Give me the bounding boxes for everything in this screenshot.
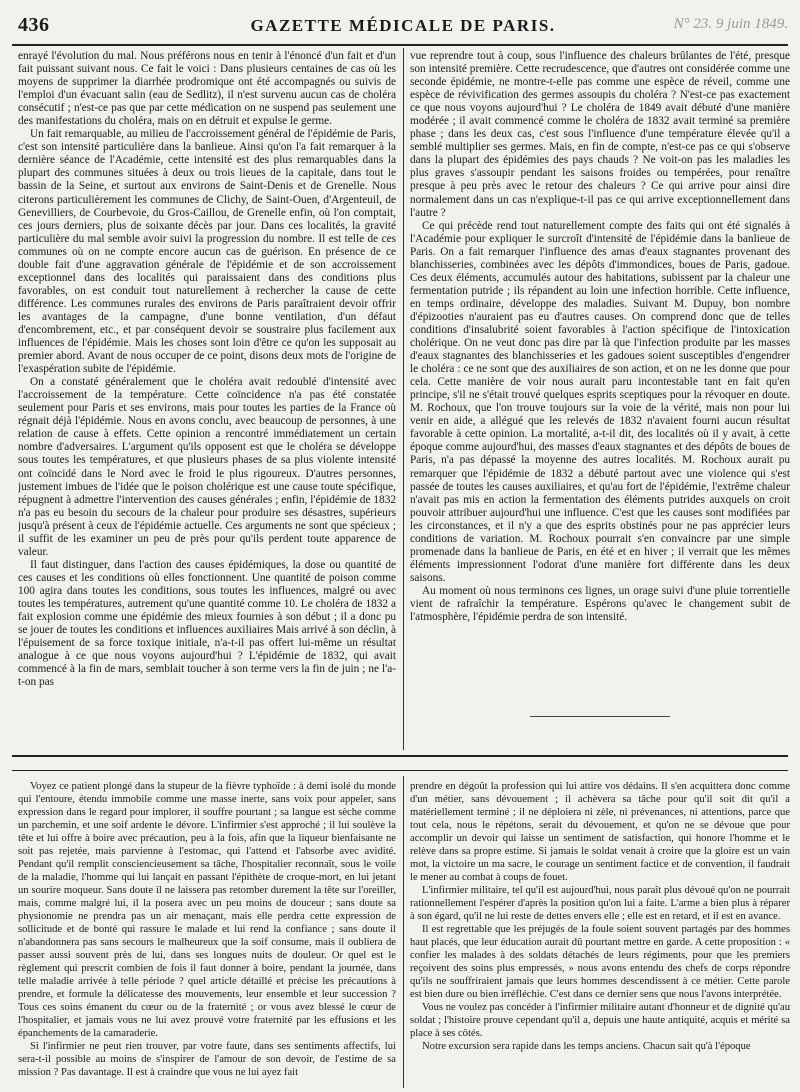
paragraph: Ce qui précède rend tout naturellement compte des faits qui ont été signalés à l'Académie pour expliquer le surcroît d'intensité de l'épidémie dans la banlieue de Paris. On a fait remarquer l'influence des amas d'eaux stagnantes provenant des blanchisseries, combinées avec les dépôts d'immondices, boues de Paris, gadoue. Ces deux éléments, accumulés autour des habitations, subissent par la chaleur une fermentation putride ; ils répandent au loin une infection horrible. Cette influence, en temps ordinaire, développe des maladies. Suivant M. Dupuy, bon nombre d'épizooties n'auraient pas eu d'autres causes. On comprend donc que de telles conditions d'insalubrité soient favorables à l'action spécifique de l'intoxication cholérique. On ne veut donc pas dire par là que l'infection produite par les masses d'eaux stagnantes des blanchisseries et les gadoues soient susceptibles d'engendrer le choléra : ce ne sont que des auxiliaires de son action, et on ne les donne que pour cela. Cette manière de voir nous aurait paru incontestable tant en fait qu'en principe, s'il ne s'était trouvé quelques esprits sceptiques pour la révoquer en doute. M. Rochoux, que l'on trouve toujours sur la voie de la vérité, mais non pour lui venir en aide, a allégué que les relevés de 1832 n'avaient fourni aucun résultat favorable à cette opinion. La mortalité, a-t-il dit, des localités où il y avait, à cette époque comme aujourd'hui, des masses d'eaux stagnantes et des dépôts de boues de Paris, n'a pas dépassé la moyenne des autres localités. M. Rochoux aurait pu remarquer que l'épidémie de 1832 a débuté partout avec une violence qui s'est passée de toutes les causes auxiliaires, et qu'au fort de l'épidémie, l'extrême chaleur n'avait pas mis en action la fermentation des éléments putrides auxquels on croit pouvoir attribuer aujourd'hui une influence. C'est que les causes sont modifiées par les circonstances, et il n'y a que des esprits obstinés pour ne pas apprécier leurs conditions de variation. M. Rochoux pourrait s'en convaincre par une simple promenade dans la banlieue de Paris, en été et en hiver ; il verrait que les mêmes éléments impressionnent l'odorat d'une manière fort différente dans les deux saisons. bbox=[410, 219, 790, 584]
page-number: 436 bbox=[18, 14, 50, 36]
feuilleton-column-right bbox=[410, 780, 790, 1088]
paragraph: L'infirmier militaire, tel qu'il est aujourd'hui, nous paraît plus dévoué qu'on ne pourrait rationnellement l'espérer d'après la position qu'on lui a faite. L'arme a bien plus à réparer à son égard, qu'il ne lui reste de dettes envers elle ; elle est en retard, et il est en avance. bbox=[410, 885, 790, 922]
paragraph: enrayé l'évolution du mal. Nous préférons nous en tenir à l'énoncé d'un fait et d'un fait puissant suivant nous. Ce fait le voici : Dans plusieurs centaines de cas où les moyens de supprimer la diarrhée prodromique ont été accompagnés ou suivis de l'emploi d'un évacuant salin (eau de Sedlitz), il n'est survenu aucun cas de choléra consécutif ; n'est-ce pas que par cette médication on ne suspend pas seulement une des manifestations du choléra, mais on en détruit et expulse le germe. bbox=[18, 50, 396, 128]
article-column-upper-left bbox=[18, 50, 396, 750]
header-rule bbox=[12, 44, 788, 46]
paragraph: Voyez ce patient plongé dans la stupeur de la fièvre typhoïde : à demi isolé du monde qui l'entoure, étendu immobile comme une masse inerte, sans voix pour appeler, sans expression dans le regard pour implorer, il souffre pourtant ; sa langue est sèche comme un parchemin, et une soif ardente le dévore. L'infirmier s'est approché ; il lui soulève la tête et lui offre à boire avec précaution, peu à la fois, afin que la liqueur bienfaisante ne soit pas rejetée, mais parvienne à l'estomac, qui l'attend et l'absorbe avec avidité. Pendant qu'il remplit consciencieusement sa tâche, l'hospitalier reconnaît, sous le voile de la maladie, l'homme qui lui lançait en passant l'épithète de croque-mort, en lui jetant un sourire moqueur. Sans doute il ne laissera pas retomber durement la tête sur l'oreiller, mais, comme malgré lui, il la posera avec un peu moins de douceur ; sans doute sa physionomie ne prendra pas un air menaçant, mais elle perdra cette expression de sollicitude et de bonté qui rassure le malade et lui rend la confiance ; sans doute il n'abandonnera pas sans secours le malheureux que la soif consume, mais il oubliera de passer aussi souvent près de lui, dans ses longues nuits de douleur. Or quel est le règlement qui prescrit combien de fois il faut donner à boire, pendant la journée, dans telle maladie arrivée à telle période ? quel article détaillé et précise les précautions à prendre, et formule la délicatesse des mouvements, leur ensemble et leur succession ? Tous ces soins émanent du cœur ou de la fraternité ; or vous avez blessé le cœur de l'hospitalier, et jamais vous ne lui avez prouvé votre fraternité par les effusions et les épanchements de la camaraderie. bbox=[18, 781, 396, 1039]
paragraph: On a constaté généralement que le choléra avait redoublé d'intensité avec l'accroissement de la température. Cette coïncidence n'a pas été constatée seulement pour Paris et ses environs, mais pour toutes les parties de la France où régnait déjà l'épidémie. Nous en avons conclu, avec beaucoup de personnes, à une relation de cause à effets. Cette opinion a rencontré immédiatement un certain nombre d'adversaires. L'argument qu'ils opposent est que le choléra se développe sous toutes les températures, et que plusieurs phases de sa plus violente intensité ont coïncidé dans le Nord avec le froid le plus rigoureux. D'autres personnes, justement imbues de l'idée que le poison cholérique est une cause toute spécifique, répugnent à admettre l'intervention des causes générales ; enfin, l'épidémie de 1832 n'a pas eu besoin du secours de la chaleur pour produire ses désastres, supérieurs jusqu'à présent à ceux de l'épidémie actuelle. Ces arguments ne sont que spécieux ; il suffit de les examiner un peu de près pour qu'ils perdent toute apparence de valeur. bbox=[18, 376, 396, 558]
paragraph: Notre excursion sera rapide dans les temps anciens. Chacun sait qu'à l'époque bbox=[422, 1041, 751, 1052]
paragraph: Il faut distinguer, dans l'action des causes épidémiques, la dose ou quantité de ces causes et les conditions où elles fonctionnent. Une quantité de poison comme 100 agira dans toutes les conditions, sous toutes les influences, malgré ou avec toutes les températures, autrement qu'une quantité comme 10. Le choléra de 1832 a fait explosion comme une épidémie des mieux fournies à son début ; il a donc pu se jouer de toutes les conditions et influences auxiliaires Mais arrivé à son déclin, à l'épuisement de sa force toxique initiale, n'a-t-il pas offert lui-même un résultat analogue à ce que nous voyons aujourd'hui ? L'épidémie de 1832, qui avait commencé à la fin de mars, semblait toucher à son terme vers la fin de juin ; ne l'a-t-on pas bbox=[18, 558, 396, 689]
paragraph: Au moment où nous terminons ces lignes, un orage suivi d'une pluie torrentielle vient de rafraîchir la température. Espérons qu'avec le changement subit de l'atmosphère, l'épidémie perdra de son intensité. bbox=[410, 584, 790, 624]
column-divider bbox=[403, 776, 404, 1088]
journal-title: GAZETTE MÉDICALE DE PARIS. bbox=[250, 16, 556, 35]
column-divider bbox=[403, 48, 404, 750]
feuilleton-column-left bbox=[18, 780, 396, 1088]
feuilleton-rule-thick bbox=[12, 755, 788, 757]
article-end-rule bbox=[530, 716, 670, 717]
paragraph: Si l'infirmier ne peut rien trouver, par votre faute, dans ses sentiments affectifs, lui sera-t-il possible au moins de s'inspirer de l'amour de son devoir, de l'estime de sa mission ? Pas davantage. Il est à craindre que vous ne lui ayez fait bbox=[18, 1041, 396, 1078]
article-column-upper-right bbox=[410, 50, 790, 698]
paragraph: vue reprendre tout à coup, sous l'influence des chaleurs brûlantes de l'été, presque son intensité première. Cette recrudescence, que d'autres ont considérée comme une seconde épidémie, ne montre-t-elle pas comme une espèce de réveil, comme une espèce de révivification des germes assoupis du choléra ? N'est-ce pas exactement ce que nous voyons aujourd'hui ? Le choléra de 1849 avait débuté d'une manière modérée ; il avait commencé comme le choléra de 1832 avait terminé sa première phase ; dans les deux cas, c'est sous l'influence d'une température élevée qu'il a semblé multiplier ses germes. Mais, en fin de compte, n'est-ce pas ce qui s'observe dans la plupart des épidémies des pays chauds ? Ne voit-on pas les maladies les plus graves s'assoupir pendant les saisons froides ou tempérées, pour renaître presque à peu près avec le retour des chaleurs ? Ce qui arrive pour ainsi dire normalement dans un cas n'explique-t-il pas ce qui arrive exceptionnellement dans l'autre ? bbox=[410, 50, 790, 219]
page-header bbox=[18, 14, 788, 42]
paragraph: prendre en dégoût la profession qui lui attire vos dédains. Il s'en acquittera donc comme d'un métier, sans dévouement ; il achèvera sa tâche pour qu'il soit dit qu'il a matériellement terminé ; il ne déploiera ni zèle, ni prévenances, ni attentions, parce que tout cela, nous le répétons, serait du dévouement, et qu'on ne se dévoue que pour accomplir un devoir qui laisse un sentiment de satisfaction, qui honore l'homme et le relève dans sa propre estime. Si jamais le soldat venait à croire que la gloire est un vain mot, la victoire un ma sacre, le courage un sentiment factice et de convention, il faudrait le mener au combat à coups de fouet. bbox=[410, 781, 790, 883]
feuilleton-rule-thin bbox=[12, 770, 788, 771]
issue-date: N° 23. 9 juin 1849. bbox=[673, 16, 788, 32]
paragraph: Il est regrettable que les préjugés de la foule soient souvent partagés par des hommes haut placés, que leur éducation aurait dû pourtant mettre en garde. A cette proposition : « confier les malades à des soldats détachés de leurs régiments, pour que les premiers reçoivent des soins plus empressés, » nous avons entendu des chefs de corps répondre qu'ils ne souffriraient jamais que leurs hommes descendissent à ce métier. Cette parole est bien dure ou bien irréfléchie. C'est dans ce dernier sens que nous l'avons interprétée. bbox=[410, 924, 790, 1000]
paragraph: Vous ne voulez pas concéder à l'infirmier militaire autant d'honneur et de dignité qu'au soldat ; l'histoire prouve cependant qu'il a, depuis une haute antiquité, acquis et mérité sa place à ses côtés. bbox=[410, 1002, 790, 1039]
paragraph: Un fait remarquable, au milieu de l'accroissement général de l'épidémie de Paris, c'est son intensité particulière dans la banlieue. Ainsi qu'on l'a fait remarquer à la dernière séance de l'Académie, cette intensité est des plus remarquables dans la plupart des communes situées à deux ou trois lieues de la capitale, dans tout le bassin de la Seine, et surtout aux environs de Saint-Denis et de Grenelle. Nous citerons particulièrement les communes de Clichy, de Saint-Ouen, d'Argenteuil, de Genevilliers, de Courbevoie, du Gros-Caillou, de Grenelle enfin, où l'on comptait, ces jours derniers, plus de soixante décès par jour. Dans ces localités, la gravité particulière du mal semble avoir suivi la progression du nombre. Il est telle de ces communes où on ne compte encore aucun cas de guérison. En présence de ce double fait d'une aggravation générale de l'épidémie et de son accroissement exceptionnel dans des localités qui paraissaient dans des conditions plus favorables, on est conduit tout naturellement à rechercher la cause de cette différence. Les communes rurales des environs de Paris paraîtraient devoir offrir les avantages de la campagne, d'une bonne ventilation, d'un défaut d'encombrement, etc., et par conséquent devoir se soustraire plus facilement aux influences de l'épidémie. Mais les choses sont loin d'être ce qu'on les supposait au premier abord. Avant de nous occuper de ce point, disons deux mots de l'origine de l'exaspération subite de l'épidémie. bbox=[18, 128, 396, 376]
